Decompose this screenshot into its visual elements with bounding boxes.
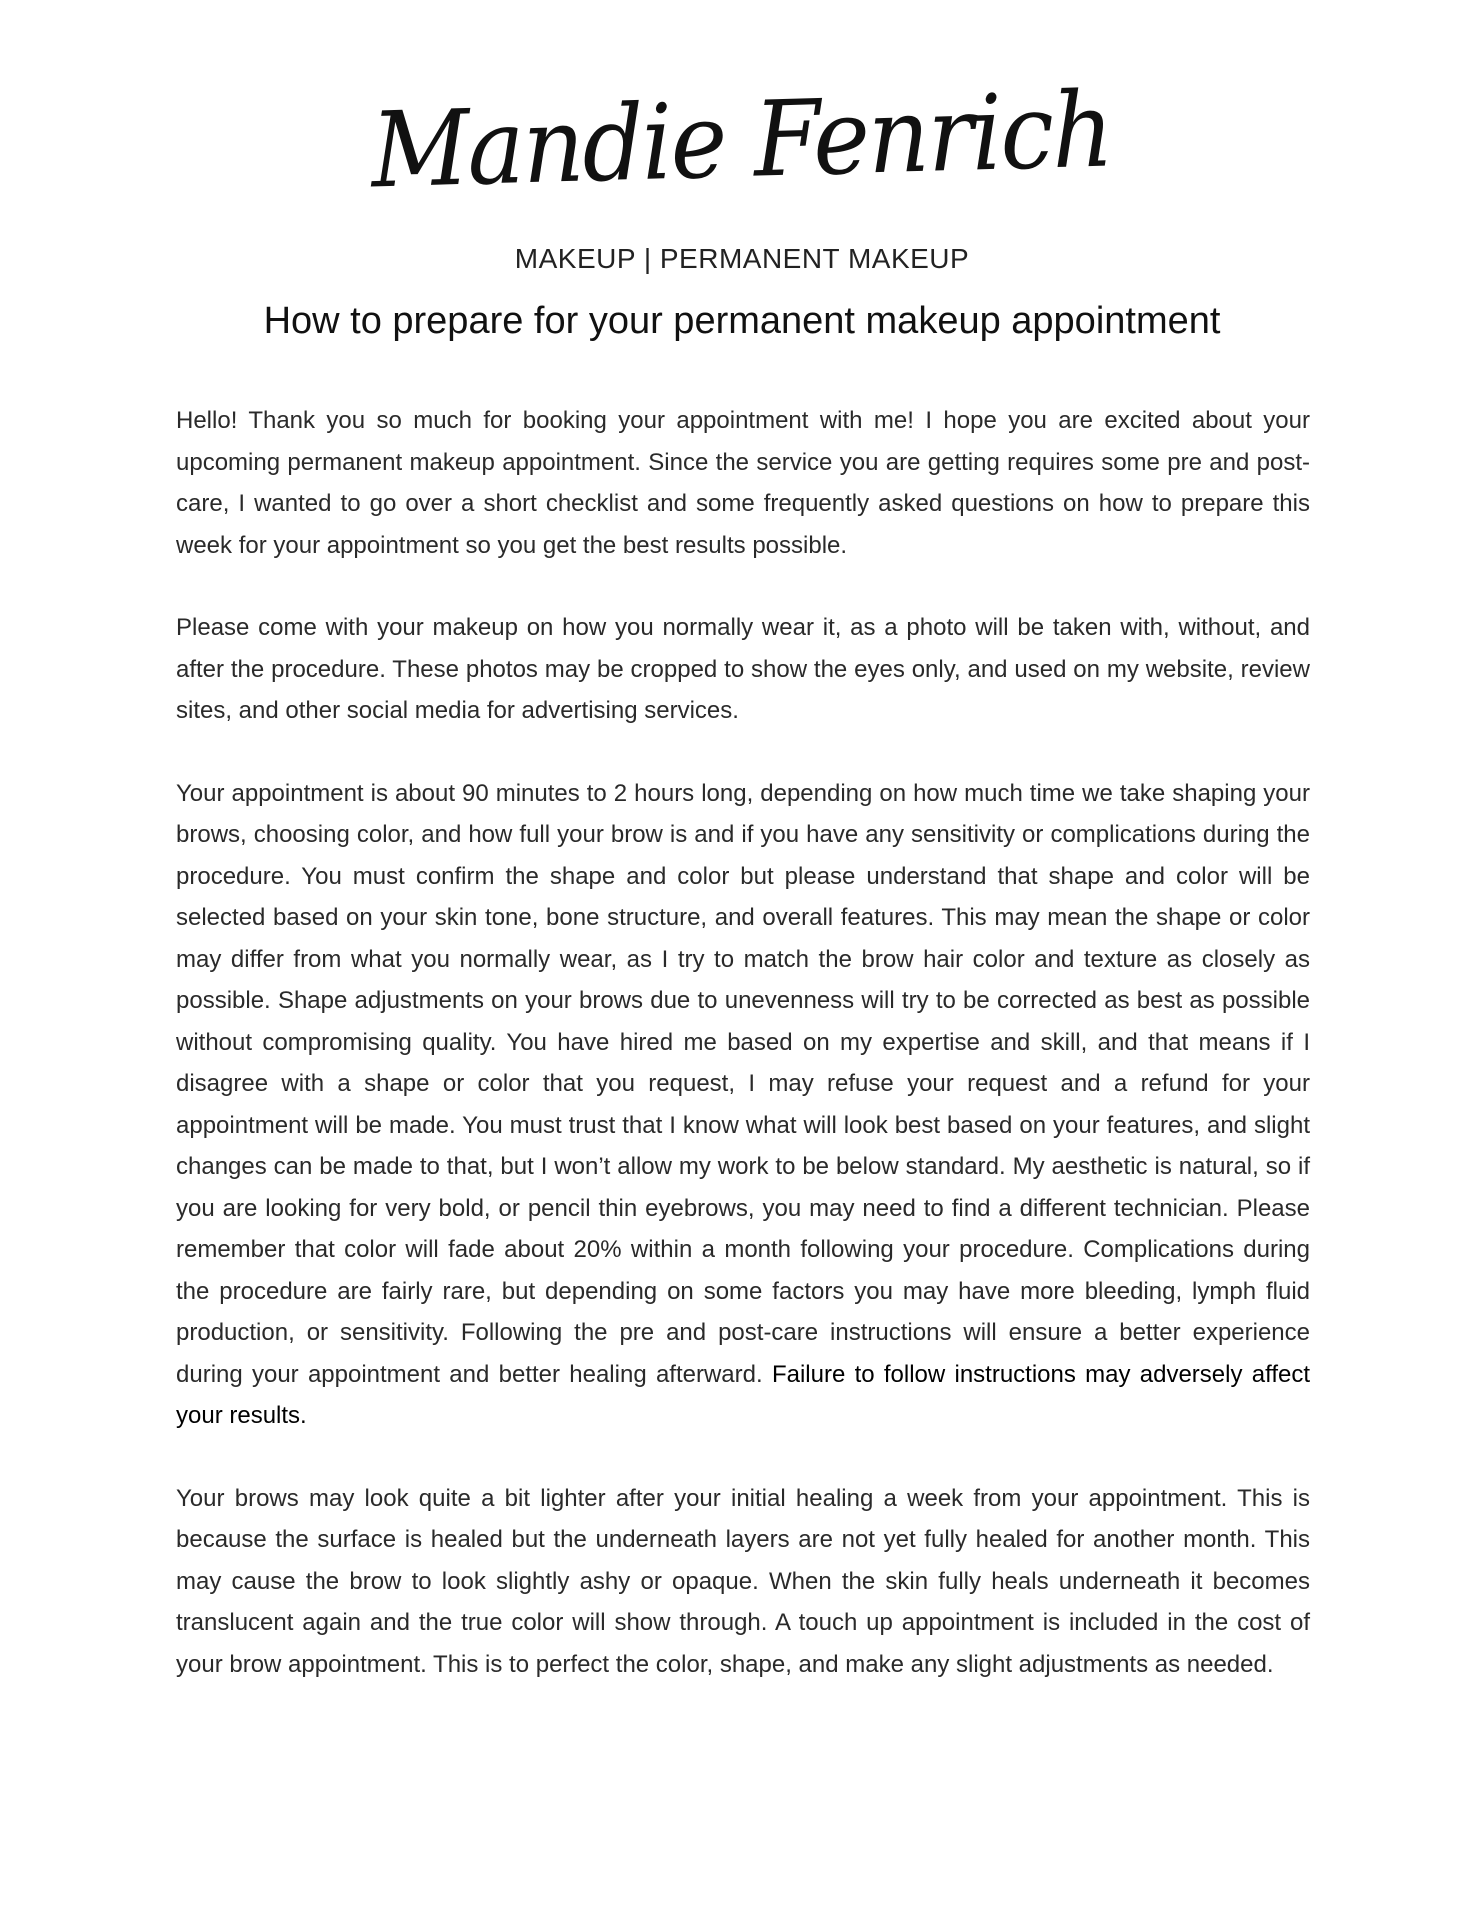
paragraph-appointment-details (176, 773, 1310, 1437)
appointment-details-text: Your appointment is about 90 minutes to 2 hours long, depending on how much time we take shaping your brows, choosing color, and how full your brow is and if you have any sensitivity or complications during the procedure. You must confirm the shape and color but please understand that shape and color will be selected based on your skin tone, bone structure, and overall features. This may mean the shape or color may differ from what you normally wear, as I try to match the brow hair color and texture as closely as possible. Shape adjustments on your brows due to unevenness will try to be corrected as best as possible without compromising quality. You have hired me based on my expertise and skill, and that means if I disagree with a shape or color that you request, I may refuse your request and a refund for your appointment will be made. You must trust that I know what will look best based on your features, and slight changes can be made to that, but I won’t allow my work to be below standard. My aesthetic is natural, so if you are looking for very bold, or pencil thin eyebrows, you may need to find a different technician. Please remember that color will fade about 20% within a month following your procedure. Complications during the procedure are fairly rare, but depending on some factors you may have more bleeding, lymph fluid production, or sensitivity. Following the pre and post-care instructions will ensure a better experience during your appointment and better healing afterward. (176, 779, 1310, 1388)
emphasis-warning: Failure to follow instructions may adversely affect your results. (176, 1360, 1311, 1429)
paragraph-healing: Your brows may look quite a bit lighter after your initial healing a week from your appointment. This is because the surface is healed but the underneath layers are not yet fully healed for another month. This may cause the brow to look slightly ashy or opaque. When the skin fully heals underneath it becomes translucent again and the true color will show through. A touch up appointment is included in the cost of your brow appointment. This is to perfect the color, shape, and make any slight adjustments as needed. (176, 1484, 1310, 1678)
logo-script-name: Mandie Fenrich (370, 68, 1114, 212)
logo-tagline: MAKEUP | PERMANENT MAKEUP (514, 243, 970, 274)
document-body (176, 400, 1310, 1726)
paragraph-makeup-photos: Please come with your makeup on how you normally wear it, as a photo will be taken with, without, and after the procedure. These photos may be cropped to show the eyes only, and used on my website, review sites, and other social media for advertising services. (176, 614, 1310, 724)
paragraph-intro: Hello! Thank you so much for booking your appointment with me! I hope you are excited about your upcoming permanent makeup appointment. Since the service you are getting requires some pre and post-care, I wanted to go over a short checklist and some frequently asked questions on how to prepare this week for your appointment so you get the best results possible. (176, 407, 1310, 559)
page-title: How to prepare for your permanent makeup appointment (263, 300, 1221, 342)
brand-logo (0, 70, 1484, 210)
